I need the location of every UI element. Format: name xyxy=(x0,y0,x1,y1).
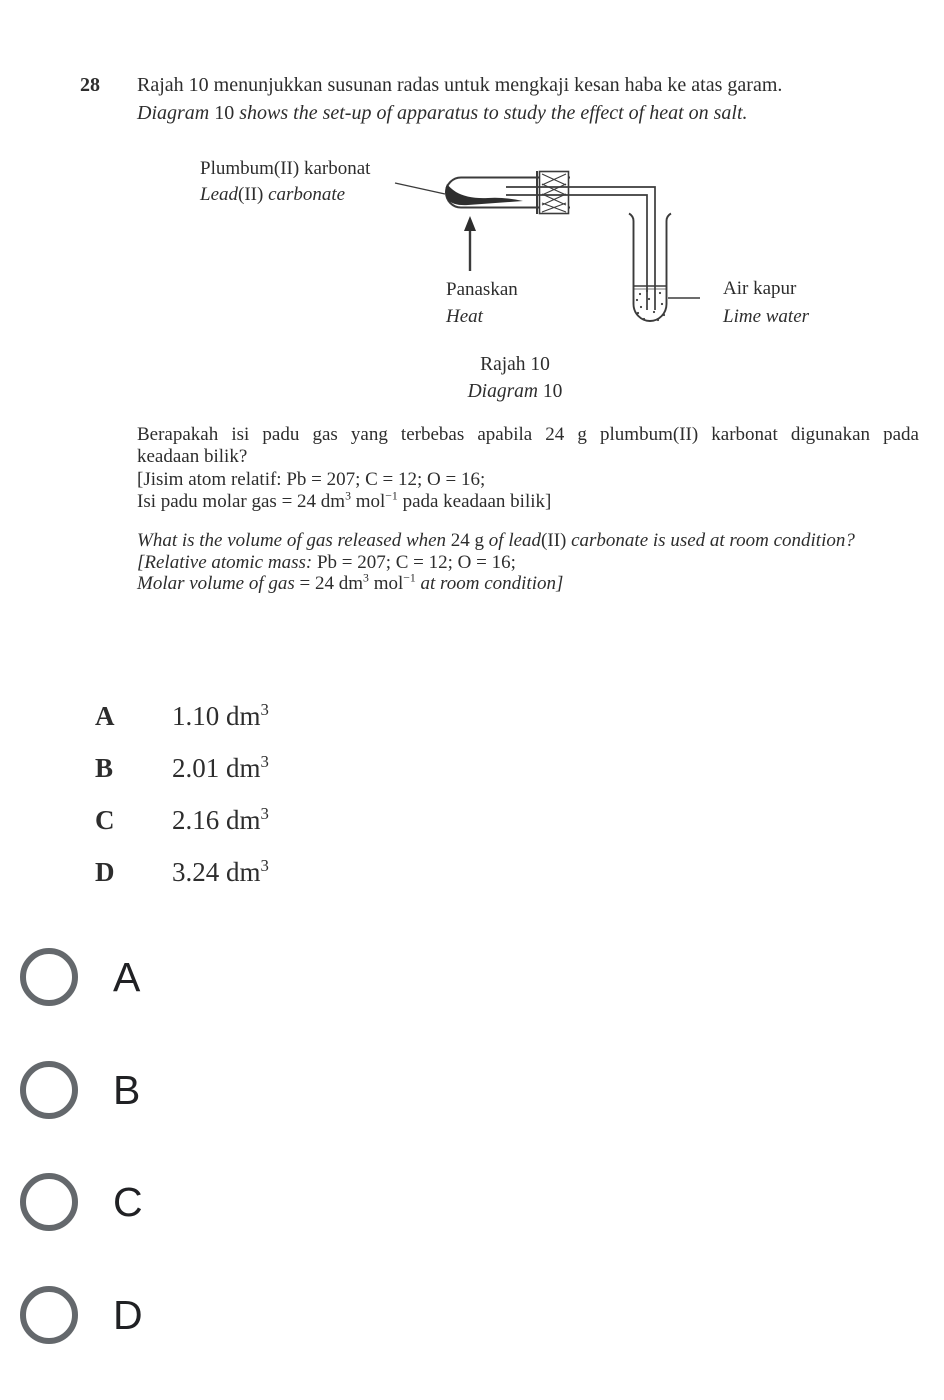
option-letter: C xyxy=(95,805,115,835)
radio-button-icon[interactable] xyxy=(20,1173,78,1231)
malay-line-2: keadaan bilik? xyxy=(137,446,248,468)
radio-button-icon[interactable] xyxy=(20,1061,78,1119)
english-line-3: Molar volume of gas = 24 $dm^3$ mol$^{-1}$ at room condition] xyxy=(137,571,564,595)
option-letter: D xyxy=(95,857,115,887)
substance-leader-line xyxy=(395,183,445,194)
option-row-b: B 2.01 $dm^3$ xyxy=(95,752,269,783)
option-row-c: C 2.16 $dm^3$ xyxy=(95,804,269,835)
option-row-a: A 1.10 $dm^3$ xyxy=(95,700,269,731)
apparatus-diagram xyxy=(380,160,700,356)
answer-label-b[interactable]: B xyxy=(113,1066,141,1113)
question-prompt-malay: Rajah 10 menunjukkan susunan radas untuk mengkaji kesan haba ke atas garam. xyxy=(137,74,783,96)
substance-label-english: Lead(II) carbonate xyxy=(200,184,346,205)
english-line-2: [Relative atomic mass: Pb = 207; C = 12; O = 16; xyxy=(137,551,516,573)
substance-label xyxy=(200,156,370,208)
heat-arrow-icon xyxy=(464,216,476,271)
question-body-malay xyxy=(137,424,919,514)
diagram-caption-english: Diagram 10 xyxy=(467,381,563,402)
substance-label-malay: Plumbum(II) karbonat xyxy=(200,158,371,179)
radio-button-icon[interactable] xyxy=(20,1286,78,1344)
heat-label-english: Heat xyxy=(446,306,483,327)
option-value: 2.16 dm xyxy=(172,805,261,835)
option-value: 1.10 dm xyxy=(172,701,261,731)
question-body-english xyxy=(137,530,942,595)
malay-line-4: Isi padu molar gas = 24 $dm^3$ mol$^{-1}$ pada keadaan bilik] xyxy=(137,489,552,513)
option-row-d: D 3.24 $dm^3$ xyxy=(95,856,269,887)
malay-line-1: Berapakah isi padu gas yang terbebas apabila 24 g plumbum(II) karbonat digunakan pada xyxy=(137,424,919,445)
limewater-label-english: Lime water xyxy=(723,306,810,327)
answer-label-c[interactable]: C xyxy=(113,1178,143,1225)
malay-line-3: [Jisim atom relatif: Pb = 207; C = 12; O = 16; xyxy=(137,468,486,490)
diagram-caption-malay: Rajah 10 xyxy=(480,354,550,375)
limewater-label xyxy=(723,275,809,331)
question-number: 28 xyxy=(80,74,100,96)
option-letter: A xyxy=(95,701,115,731)
answer-label-d[interactable]: D xyxy=(113,1291,143,1338)
heat-label xyxy=(446,276,518,330)
diagram-caption xyxy=(385,351,645,405)
option-letter: B xyxy=(95,753,114,783)
radio-button-icon[interactable] xyxy=(20,948,78,1006)
answer-radio-a[interactable] xyxy=(20,948,140,1006)
cork-stopper xyxy=(540,172,569,214)
limewater-label-malay: Air kapur xyxy=(723,278,797,299)
option-value: 3.24 dm xyxy=(172,857,261,887)
question-prompt-english: Diagram 10 shows the set-up of apparatus to study the effect of heat on salt. xyxy=(137,102,748,124)
answer-radio-b[interactable] xyxy=(20,1061,140,1119)
option-value: 2.01 dm xyxy=(172,753,261,783)
answer-label-a[interactable]: A xyxy=(113,953,141,1000)
answer-radio-c[interactable] xyxy=(20,1173,143,1231)
test-tube xyxy=(629,214,671,322)
heat-label-malay: Panaskan xyxy=(446,279,518,300)
english-line-1: What is the volume of gas released when 24 g of lead(II) carbonate is used at room condition? xyxy=(137,530,855,551)
answer-radio-d[interactable] xyxy=(20,1286,143,1344)
